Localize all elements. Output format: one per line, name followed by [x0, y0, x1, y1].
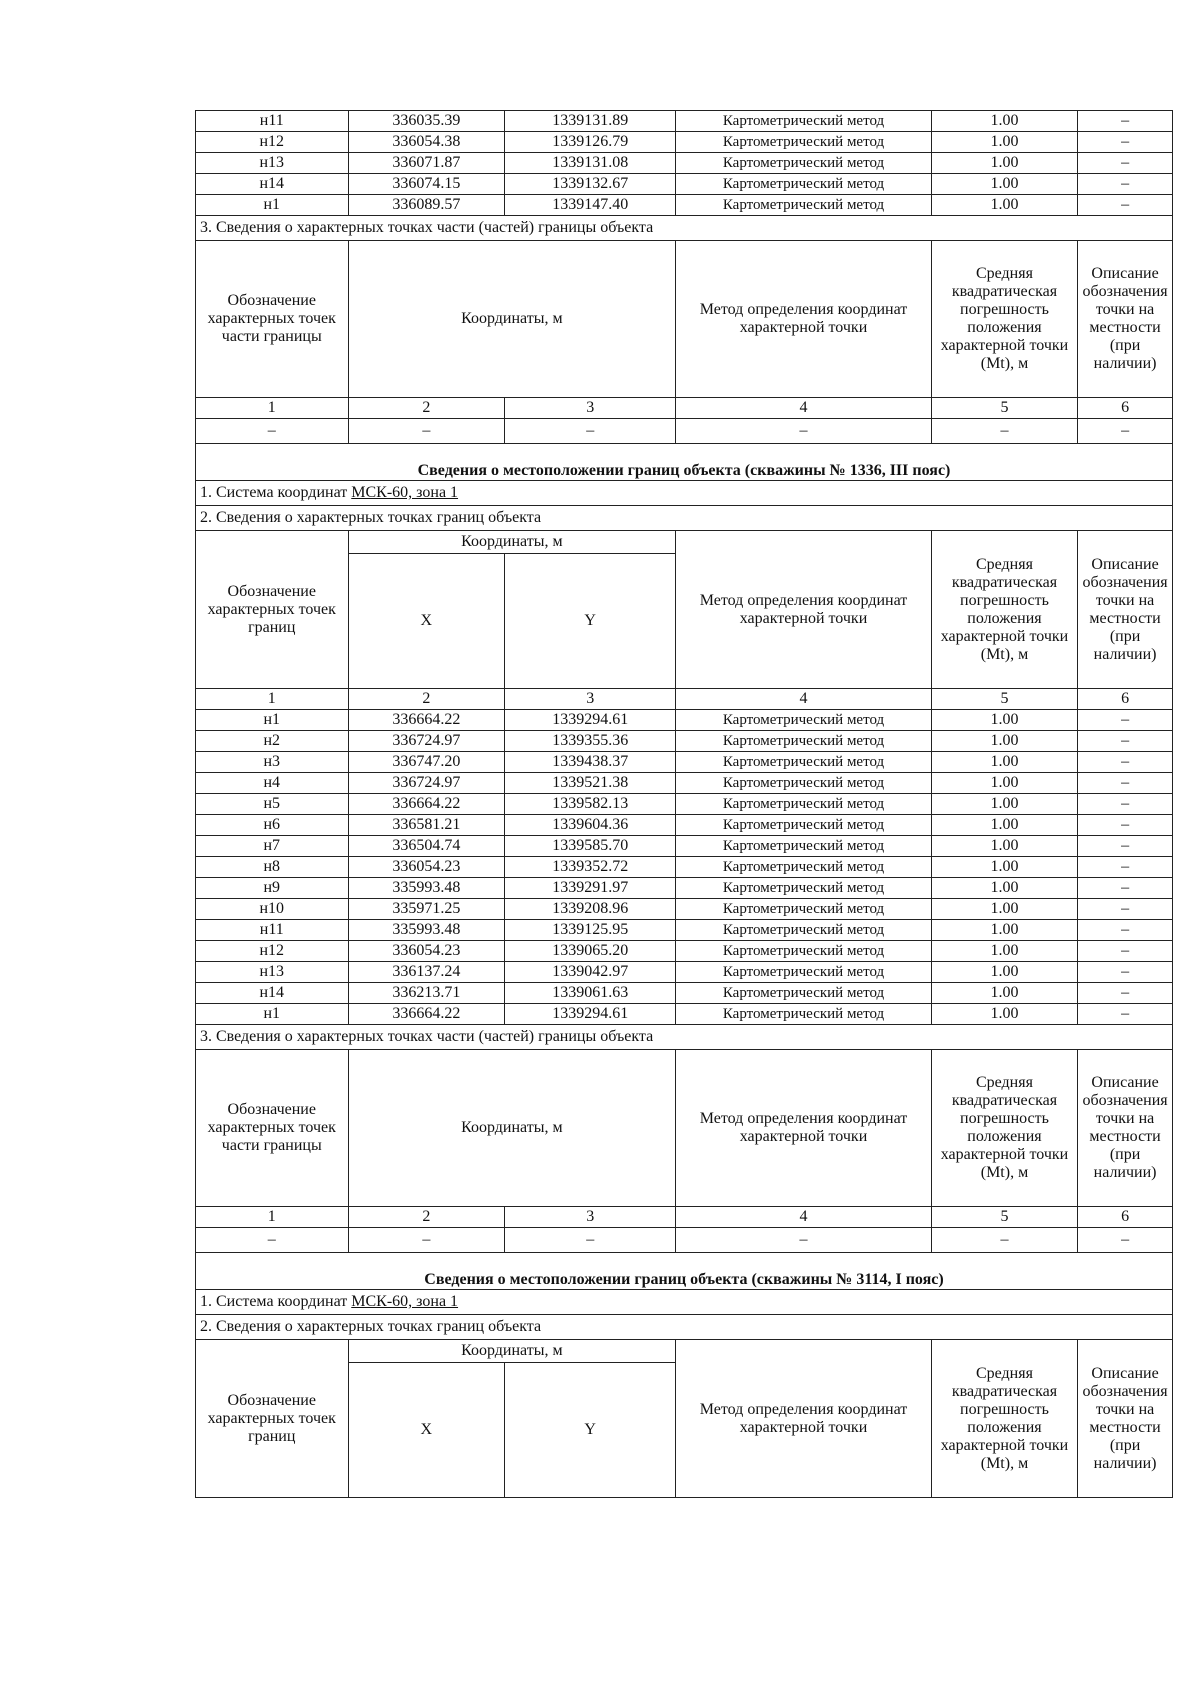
section3-title: Сведения о местоположении границ объекта (скважины № 3114, I пояс) [196, 1253, 1173, 1290]
col-num: 4 [676, 689, 932, 710]
method-cell: Картометрический метод [676, 794, 932, 815]
accuracy-cell: 1.00 [931, 111, 1077, 132]
accuracy-cell: 1.00 [931, 174, 1077, 195]
dash-cell: – [348, 419, 505, 444]
description-cell: – [1078, 731, 1173, 752]
coord-y: 1339147.40 [505, 195, 676, 216]
table-row [196, 111, 1173, 132]
header-accuracy: Средняя квадратическая погрешность положения характерной точки (Mt), м [931, 531, 1077, 689]
point-id: н5 [196, 794, 349, 815]
coord-y: 1339294.61 [505, 710, 676, 731]
coord-y: 1339438.37 [505, 752, 676, 773]
dash-cell: – [348, 1228, 505, 1253]
coord-x: 336054.23 [348, 941, 505, 962]
header-designation-part: Обозначение характерных точек части границы [196, 241, 349, 398]
column-number-row [196, 1207, 1173, 1228]
coord-x: 336054.23 [348, 857, 505, 878]
system-value: МСК-60, зона 1 [351, 484, 459, 501]
coord-x: 336664.22 [348, 1004, 505, 1025]
column-number-row [196, 398, 1173, 419]
column-number-row [196, 689, 1173, 710]
method-cell: Картометрический метод [676, 899, 932, 920]
table-row [196, 752, 1173, 773]
description-cell: – [1078, 794, 1173, 815]
coord-x: 336137.24 [348, 962, 505, 983]
header-designation: Обозначение характерных точек границ [196, 531, 349, 689]
coord-y: 1339065.20 [505, 941, 676, 962]
point-id: н14 [196, 174, 349, 195]
col-num: 3 [505, 689, 676, 710]
coord-y: 1339582.13 [505, 794, 676, 815]
system-label: 1. Система координат [200, 1293, 352, 1310]
header-description: Описание обозначения точки на местности (при наличии) [1078, 1340, 1173, 1498]
accuracy-cell: 1.00 [931, 815, 1077, 836]
coord-x: 336071.87 [348, 153, 505, 174]
table-row [196, 1004, 1173, 1025]
method-cell: Картометрический метод [676, 153, 932, 174]
accuracy-cell: 1.00 [931, 794, 1077, 815]
accuracy-cell: 1.00 [931, 132, 1077, 153]
col-num: 1 [196, 689, 349, 710]
point-id: н12 [196, 941, 349, 962]
method-cell: Картометрический метод [676, 132, 932, 153]
col-num: 5 [931, 1207, 1077, 1228]
system-label: 1. Система координат [200, 484, 352, 501]
coord-x: 336724.97 [348, 731, 505, 752]
header-accuracy: Средняя квадратическая погрешность положения характерной точки (Mt), м [931, 1050, 1077, 1207]
accuracy-cell: 1.00 [931, 878, 1077, 899]
description-cell: – [1078, 983, 1173, 1004]
coord-x: 336054.38 [348, 132, 505, 153]
col-num: 3 [505, 1207, 676, 1228]
col-num: 4 [676, 398, 932, 419]
description-cell: – [1078, 962, 1173, 983]
header-coords: Координаты, м [348, 1050, 676, 1207]
coord-x: 336724.97 [348, 773, 505, 794]
description-cell: – [1078, 1004, 1173, 1025]
header-y: Y [505, 1363, 676, 1498]
coord-x: 336504.74 [348, 836, 505, 857]
header-method: Метод определения координат характерной точки [676, 1340, 932, 1498]
method-cell: Картометрический метод [676, 878, 932, 899]
col-num: 2 [348, 398, 505, 419]
coord-y: 1339132.67 [505, 174, 676, 195]
description-cell: – [1078, 773, 1173, 794]
method-cell: Картометрический метод [676, 941, 932, 962]
accuracy-cell: 1.00 [931, 195, 1077, 216]
dash-cell: – [505, 1228, 676, 1253]
coord-y: 1339294.61 [505, 1004, 676, 1025]
point-id: н1 [196, 1004, 349, 1025]
section2-part-heading: 3. Сведения о характерных точках части (частей) границы объекта [196, 1025, 1173, 1050]
table-row [196, 773, 1173, 794]
point-id: н10 [196, 899, 349, 920]
point-id: н1 [196, 195, 349, 216]
method-cell: Картометрический метод [676, 962, 932, 983]
description-cell: – [1078, 878, 1173, 899]
accuracy-cell: 1.00 [931, 857, 1077, 878]
col-num: 2 [348, 1207, 505, 1228]
point-id: н1 [196, 710, 349, 731]
header-coords: Координаты, м [348, 531, 676, 554]
accuracy-cell: 1.00 [931, 962, 1077, 983]
accuracy-cell: 1.00 [931, 773, 1077, 794]
coord-y: 1339126.79 [505, 132, 676, 153]
table-row [196, 195, 1173, 216]
dash-cell: – [676, 1228, 932, 1253]
table-row [196, 920, 1173, 941]
coord-x: 335993.48 [348, 878, 505, 899]
table-row [196, 153, 1173, 174]
coord-y: 1339042.97 [505, 962, 676, 983]
method-cell: Картометрический метод [676, 773, 932, 794]
table-row [196, 983, 1173, 1004]
coord-y: 1339208.96 [505, 899, 676, 920]
col-num: 1 [196, 398, 349, 419]
method-cell: Картометрический метод [676, 815, 932, 836]
description-cell: – [1078, 153, 1173, 174]
header-method: Метод определения координат характерной точки [676, 241, 932, 398]
description-cell: – [1078, 111, 1173, 132]
coord-y: 1339521.38 [505, 773, 676, 794]
col-num: 2 [348, 689, 505, 710]
dash-cell: – [931, 1228, 1077, 1253]
header-x: X [348, 1363, 505, 1498]
dash-cell: – [1078, 419, 1173, 444]
header-designation-part: Обозначение характерных точек части границы [196, 1050, 349, 1207]
description-cell: – [1078, 899, 1173, 920]
col-num: 5 [931, 398, 1077, 419]
method-cell: Картометрический метод [676, 195, 932, 216]
table-row [196, 815, 1173, 836]
coord-y: 1339131.08 [505, 153, 676, 174]
dash-cell: – [931, 419, 1077, 444]
coord-y: 1339585.70 [505, 836, 676, 857]
coord-x: 336664.22 [348, 794, 505, 815]
accuracy-cell: 1.00 [931, 836, 1077, 857]
coord-y: 1339125.95 [505, 920, 676, 941]
description-cell: – [1078, 132, 1173, 153]
section2-title: Сведения о местоположении границ объекта (скважины № 1336, III пояс) [196, 444, 1173, 481]
section1-rows [196, 111, 1173, 216]
table-row [196, 174, 1173, 195]
col-num: 4 [676, 1207, 932, 1228]
coord-x: 336035.39 [348, 111, 505, 132]
description-cell: – [1078, 174, 1173, 195]
header-description: Описание обозначения точки на местности (при наличии) [1078, 531, 1173, 689]
header-x: X [348, 554, 505, 689]
header-description: Описание обозначения точки на местности (при наличии) [1078, 241, 1173, 398]
table-row [196, 857, 1173, 878]
method-cell: Картометрический метод [676, 857, 932, 878]
table-row [196, 899, 1173, 920]
method-cell: Картометрический метод [676, 710, 932, 731]
accuracy-cell: 1.00 [931, 752, 1077, 773]
point-id: н13 [196, 962, 349, 983]
section1-part-heading: 3. Сведения о характерных точках части (частей) границы объекта [196, 216, 1173, 241]
empty-row [196, 1228, 1173, 1253]
section2-rows [196, 710, 1173, 1025]
document-sheet [195, 110, 1173, 1498]
coord-x: 336747.20 [348, 752, 505, 773]
coord-x: 336074.15 [348, 174, 505, 195]
method-cell: Картометрический метод [676, 111, 932, 132]
system-value: МСК-60, зона 1 [351, 1293, 459, 1310]
table-row [196, 710, 1173, 731]
header-description: Описание обозначения точки на местности (при наличии) [1078, 1050, 1173, 1207]
method-cell: Картометрический метод [676, 174, 932, 195]
method-cell: Картометрический метод [676, 731, 932, 752]
col-num: 5 [931, 689, 1077, 710]
coord-x: 335971.25 [348, 899, 505, 920]
boundary-table [195, 110, 1173, 1498]
header-accuracy: Средняя квадратическая погрешность положения характерной точки (Mt), м [931, 1340, 1077, 1498]
accuracy-cell: 1.00 [931, 710, 1077, 731]
table-row [196, 878, 1173, 899]
accuracy-cell: 1.00 [931, 941, 1077, 962]
method-cell: Картометрический метод [676, 1004, 932, 1025]
table-row [196, 962, 1173, 983]
section2-system [196, 481, 1173, 506]
method-cell: Картометрический метод [676, 836, 932, 857]
description-cell: – [1078, 941, 1173, 962]
description-cell: – [1078, 920, 1173, 941]
accuracy-cell: 1.00 [931, 731, 1077, 752]
col-num: 6 [1078, 1207, 1173, 1228]
header-designation: Обозначение характерных точек границ [196, 1340, 349, 1498]
description-cell: – [1078, 815, 1173, 836]
coord-x: 336089.57 [348, 195, 505, 216]
point-id: н11 [196, 920, 349, 941]
description-cell: – [1078, 195, 1173, 216]
point-id: н11 [196, 111, 349, 132]
col-num: 6 [1078, 398, 1173, 419]
header-y: Y [505, 554, 676, 689]
dash-cell: – [676, 419, 932, 444]
point-id: н7 [196, 836, 349, 857]
method-cell: Картометрический метод [676, 752, 932, 773]
point-id: н9 [196, 878, 349, 899]
description-cell: – [1078, 752, 1173, 773]
point-id: н8 [196, 857, 349, 878]
header-coords: Координаты, м [348, 1340, 676, 1363]
accuracy-cell: 1.00 [931, 1004, 1077, 1025]
coord-y: 1339604.36 [505, 815, 676, 836]
header-method: Метод определения координат характерной точки [676, 1050, 932, 1207]
point-id: н13 [196, 153, 349, 174]
col-num: 1 [196, 1207, 349, 1228]
coord-y: 1339061.63 [505, 983, 676, 1004]
method-cell: Картометрический метод [676, 983, 932, 1004]
description-cell: – [1078, 710, 1173, 731]
dash-cell: – [196, 1228, 349, 1253]
coord-x: 335993.48 [348, 920, 505, 941]
point-id: н12 [196, 132, 349, 153]
dash-cell: – [196, 419, 349, 444]
dash-cell: – [505, 419, 676, 444]
table-row [196, 836, 1173, 857]
coord-x: 336664.22 [348, 710, 505, 731]
coord-y: 1339291.97 [505, 878, 676, 899]
col-num: 6 [1078, 689, 1173, 710]
point-id: н3 [196, 752, 349, 773]
coord-x: 336581.21 [348, 815, 505, 836]
method-cell: Картометрический метод [676, 920, 932, 941]
table-row [196, 941, 1173, 962]
table-row [196, 132, 1173, 153]
accuracy-cell: 1.00 [931, 899, 1077, 920]
point-id: н2 [196, 731, 349, 752]
point-id: н14 [196, 983, 349, 1004]
col-num: 3 [505, 398, 676, 419]
section2-points-heading: 2. Сведения о характерных точках границ объекта [196, 506, 1173, 531]
coord-y: 1339131.89 [505, 111, 676, 132]
section3-points-heading: 2. Сведения о характерных точках границ объекта [196, 1315, 1173, 1340]
empty-row [196, 419, 1173, 444]
header-coords: Координаты, м [348, 241, 676, 398]
accuracy-cell: 1.00 [931, 153, 1077, 174]
table-row [196, 731, 1173, 752]
header-accuracy: Средняя квадратическая погрешность положения характерной точки (Mt), м [931, 241, 1077, 398]
coord-x: 336213.71 [348, 983, 505, 1004]
coord-y: 1339355.36 [505, 731, 676, 752]
coord-y: 1339352.72 [505, 857, 676, 878]
description-cell: – [1078, 836, 1173, 857]
point-id: н4 [196, 773, 349, 794]
accuracy-cell: 1.00 [931, 920, 1077, 941]
dash-cell: – [1078, 1228, 1173, 1253]
section3-system [196, 1290, 1173, 1315]
table-row [196, 794, 1173, 815]
point-id: н6 [196, 815, 349, 836]
accuracy-cell: 1.00 [931, 983, 1077, 1004]
description-cell: – [1078, 857, 1173, 878]
header-method: Метод определения координат характерной точки [676, 531, 932, 689]
